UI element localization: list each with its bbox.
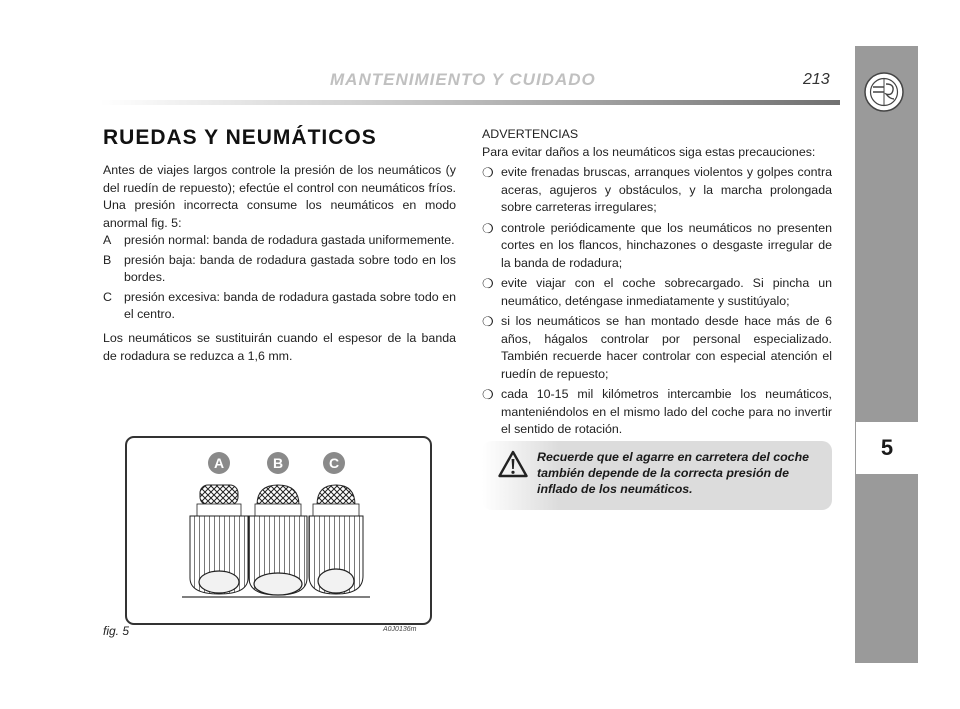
item-letter: C bbox=[103, 289, 112, 304]
list-item bbox=[482, 164, 832, 217]
list-item bbox=[103, 252, 456, 287]
pressure-list bbox=[103, 232, 456, 326]
circle-bullet-icon: ❍ bbox=[482, 220, 494, 236]
tire-c bbox=[309, 485, 363, 594]
badge-b bbox=[267, 452, 289, 474]
item-letter: A bbox=[103, 233, 112, 247]
item-text: presión baja: banda de rodadura gastada sobre todo en los bordes. bbox=[124, 252, 456, 284]
list-item bbox=[103, 289, 456, 324]
item-letter: B bbox=[103, 252, 112, 267]
advice-text: cada 10-15 mil kilómetros intercambie los neumáticos, manteniéndolos en el mismo lado del coche para no invertir el sentido de rotación. bbox=[501, 387, 832, 436]
advice-list bbox=[482, 164, 832, 442]
intro-paragraph: Antes de viajes largos controle la presión de los neumáticos (y del ruedín de repuesto); efectúe el control con neumáticos fríos. Una presión incorrecta consume los neumáticos en modo anormal fig. 5: bbox=[103, 163, 456, 230]
circle-bullet-icon: ❍ bbox=[482, 314, 494, 329]
advice-text: controle periódicamente que los neumáticos no presenten cortes en los flancos, hinchazones o desgaste irregular de la banda de rodadura; bbox=[501, 220, 832, 270]
chapter-sidebar bbox=[855, 46, 918, 663]
warning-text: Recuerde que el agarre en carretera del coche también depende de la correcta presión de inflado de los neumáticos. bbox=[537, 450, 810, 496]
item-text: presión excesiva: banda de rodadura gastada sobre todo en el centro. bbox=[124, 289, 456, 321]
badge-label: A bbox=[213, 455, 225, 471]
warning-triangle-icon bbox=[498, 450, 528, 478]
tire-a bbox=[190, 485, 248, 594]
circle-bullet-icon: ❍ bbox=[482, 165, 494, 180]
advice-text: si los neumáticos se han montado desde hace más de 6 años, hágalos controlar por personal especializado. También recuerde hacer controlar con especial atención el ruedín de repuesto; bbox=[501, 314, 832, 381]
advice-text: evite frenadas bruscas, arranques violentos y golpes contra aceras, agujeros y obstáculos, y la marcha prolongada sobre carreteras irregulares; bbox=[501, 165, 832, 214]
badge-a bbox=[208, 452, 230, 474]
circle-bullet-icon: ❍ bbox=[482, 387, 494, 402]
header-rule bbox=[100, 100, 840, 105]
closing-paragraph: Los neumáticos se sustituirán cuando el espesor de la banda de rodadura se reduzca a 1,6 mm. bbox=[103, 331, 456, 363]
list-item bbox=[482, 313, 832, 383]
circle-bullet-icon: ❍ bbox=[482, 276, 494, 291]
badge-c bbox=[323, 452, 345, 474]
warnings-intro: Para evitar daños a los neumáticos siga estas precauciones: bbox=[482, 145, 816, 159]
list-item bbox=[482, 386, 832, 439]
badge-label: C bbox=[328, 455, 340, 471]
running-header: MANTENIMIENTO Y CUIDADO bbox=[330, 70, 596, 89]
item-text: presión normal: banda de rodadura gastada uniformemente. bbox=[124, 233, 455, 247]
section-title: RUEDAS Y NEUMÁTICOS bbox=[103, 126, 377, 149]
tire-b bbox=[249, 485, 307, 595]
tire-wear-illustration bbox=[127, 438, 430, 623]
chapter-tab[interactable]: 5 bbox=[856, 422, 918, 474]
list-item bbox=[482, 275, 832, 310]
tire-wear-figure bbox=[125, 436, 432, 625]
warnings-heading: ADVERTENCIAS bbox=[482, 127, 579, 141]
list-item bbox=[482, 220, 832, 273]
warning-note bbox=[482, 441, 832, 510]
page-number: 213 bbox=[803, 71, 830, 88]
figure-caption: fig. 5 bbox=[103, 624, 130, 638]
badge-label: B bbox=[272, 455, 284, 471]
figure-code: A0J0136m bbox=[383, 626, 417, 633]
advice-text: evite viajar con el coche sobrecargado. Si pincha un neumático, deténgase inmediatamente y sustitúyalo; bbox=[501, 276, 832, 308]
alfa-romeo-emblem-icon bbox=[864, 72, 904, 112]
list-item bbox=[103, 232, 456, 250]
